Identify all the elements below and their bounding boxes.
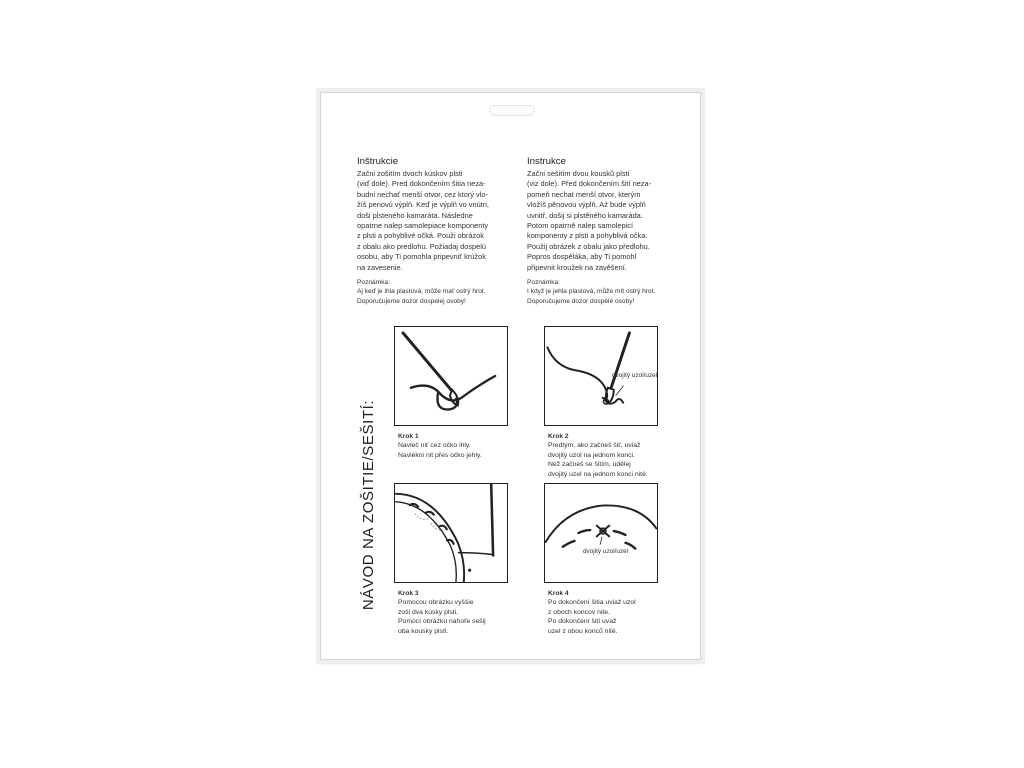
step-4-text-cz: Po dokončení šití uvaž uzel z obou konců nitě. bbox=[548, 618, 618, 635]
step-3-text-cz: Pomocí obrázku nahoře sešij oba kousky plsti. bbox=[398, 618, 486, 635]
finishing-knot-illustration bbox=[545, 484, 657, 582]
step-2-caption bbox=[548, 432, 698, 479]
step-2-text-sk: Predtým, ako začneš šiť, uviaž dvojitý uzol na jednom konci. bbox=[548, 442, 641, 459]
slovak-body: Začni zošitím dvoch kúskov plsti (viď dole). Pred dokončením šitia neza- budni nechať menší otvor, cez ktorý vlo- žíš penovú výplň. Keď je výplň vo vnútri, doši plsteného kamaráta. Následne opatrne nalep samolepiace komponenty z plsti a pohyblivé očká. Použi obrázok z obalu ako predlohu. Požiadaj dospelú osobu, aby Ti pomohla pripevniť krúžok na zavesenie. bbox=[357, 169, 489, 272]
vertical-title: NÁVOD NA ZOŠITIE/SEŠITÍ: bbox=[360, 399, 377, 611]
step-1-caption bbox=[398, 432, 548, 460]
step-4-callout: dvojitý uzol/uzel bbox=[583, 548, 629, 555]
slovak-instructions bbox=[357, 156, 532, 306]
czech-body: Začni sešitím dvou kousků plsti (viz dole). Před dokončením šití neza- pomeň nechat menší otvor, kterým vložíš pěnovou výplň. Až bude výplň uvnitř, došij si plstěného kamaráda. Potom opatrně nalep samolepicí komponenty z plsti a pohyblivá očka. Použij obrázek z obalu jako předlohu. Popros dospěláka, aby Ti pomohl připevnit kroužek na zavěšení. bbox=[527, 169, 652, 272]
step-1-label: Krok 1 bbox=[398, 433, 419, 440]
czech-note-label: Poznámka: bbox=[527, 279, 560, 287]
slovak-note: Aj keď je ihla plastová, môže mať ostrý hrot. Doporučujeme dozor dospelej osoby! bbox=[357, 288, 486, 305]
step-2-label: Krok 2 bbox=[548, 433, 569, 440]
step-2-text-cz: Než začneš se šitím, udělej dvojitý uzel na jednom konci nitě. bbox=[548, 461, 648, 478]
step-1-illustration bbox=[394, 326, 508, 426]
hang-hole bbox=[489, 105, 535, 116]
czech-heading: Instrukce bbox=[527, 156, 566, 167]
step-4-caption bbox=[548, 589, 698, 636]
step-3-illustration bbox=[394, 483, 508, 583]
slovak-note-label: Poznámka: bbox=[357, 279, 390, 287]
step-3-label: Krok 3 bbox=[398, 590, 419, 597]
slovak-heading: Inštrukcie bbox=[357, 156, 399, 167]
step-2-callout: dvojitý uzol/uzel bbox=[612, 372, 658, 379]
step-4-text-sk: Po dokončení šitia uviaž uzol z oboch koncov nite. bbox=[548, 599, 636, 616]
czech-note: I když je jehla plastová, může mít ostrý hrot. Doporučujeme dozor dospělé osoby! bbox=[527, 288, 656, 305]
step-4-label: Krok 4 bbox=[548, 590, 569, 597]
step-1-text-sk: Navleč niť cez očko ihly. bbox=[398, 442, 471, 450]
czech-instructions bbox=[527, 156, 702, 306]
step-3-text-sk: Pomocou obrázku vyššie zoši dva kúsky plsti. bbox=[398, 599, 474, 616]
step-3-caption bbox=[398, 589, 548, 636]
step-2-illustration bbox=[544, 326, 658, 426]
step-4-illustration bbox=[544, 483, 658, 583]
stitching-felt-illustration bbox=[395, 484, 507, 582]
needle-thread-illustration bbox=[395, 327, 507, 425]
step-1-text-cz: Navlékni nit přes očko jehly. bbox=[398, 451, 482, 459]
